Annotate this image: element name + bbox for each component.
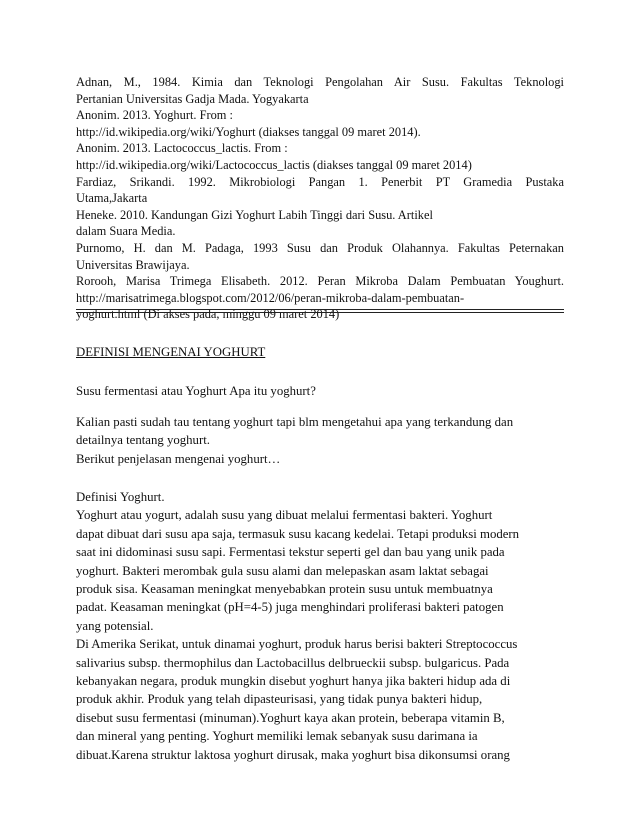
paragraph-line: saat ini didominasi susu sapi. Fermentasi tekstur seperti gel dan bau yang unik pada: [76, 545, 505, 560]
reference-line: Pertanian Universitas Gadja Mada. Yogyakarta: [76, 91, 309, 106]
reference-line: Anonim. 2013. Yoghurt. From :: [76, 108, 233, 123]
paragraph-line: salivarius subsp. thermophilus dan Lactobacillus delbrueckii subsp. bulgaricus. Pada: [76, 655, 510, 670]
reference-line: Anonim. 2013. Lactococcus_lactis. From :: [76, 141, 288, 156]
paragraph-line: disebut susu fermentasi (minuman).Yoghurt kaya akan protein, beberapa vitamin B,: [76, 710, 505, 725]
paragraph-line: detailnya tentang yoghurt.: [76, 433, 210, 448]
paragraph-line: Definisi Yoghurt.: [76, 490, 165, 504]
paragraph-line: Berikut penjelasan mengenai yoghurt…: [76, 451, 281, 466]
paragraph-line: yang potensial.: [76, 618, 154, 633]
paragraph-line: dan mineral yang penting. Yoghurt memiliki lemak sebanyak susu darimana ia: [76, 729, 478, 744]
paragraph-line: dapat dibuat dari susu apa saja, termasuk susu kacang kedelai. Tetapi produksi modern: [76, 526, 520, 541]
paragraph-line: Di Amerika Serikat, untuk dinamai yoghurt, produk harus berisi bakteri Streptococcus: [76, 637, 518, 652]
definition-paragraph: [76, 488, 564, 764]
question-line: [76, 382, 564, 400]
paragraph-line: Yoghurt atau yogurt, adalah susu yang dibuat melalui fermentasi bakteri. Yoghurt: [76, 508, 493, 523]
intro-paragraph: [76, 413, 564, 468]
reference-line: Purnomo, H. dan M. Padaga, 1993 Susu dan Produk Olahannya. Fakultas Peternakan: [76, 240, 564, 255]
reference-line: Rorooh, Marisa Trimega Elisabeth. 2012. Peran Mikroba Dalam Pembuatan Youghurt.: [76, 274, 564, 289]
reference-line: Universitas Brawijaya.: [76, 257, 190, 272]
paragraph-line: dibuat.Karena struktur laktosa yoghurt dirusak, maka yoghurt bisa dikonsumsi orang: [76, 747, 510, 762]
question-text: Susu fermentasi atau Yoghurt Apa itu yoghurt?: [76, 384, 316, 398]
reference-line: Utama,Jakarta: [76, 191, 148, 206]
reference-list: [76, 74, 564, 323]
reference-line: http://id.wikipedia.org/wiki/Lactococcus_lactis (diakses tanggal 09 maret 2014): [76, 157, 472, 172]
paragraph-line: Kalian pasti sudah tau tentang yoghurt tapi blm mengetahui apa yang terkandung dan: [76, 415, 514, 429]
reference-line: http://id.wikipedia.org/wiki/Yoghurt (diakses tanggal 09 maret 2014).: [76, 124, 421, 139]
divider-line-top: [76, 309, 564, 310]
paragraph-line: padat. Keasaman meningkat (pH=4-5) juga menghindari proliferasi bakteri patogen: [76, 600, 504, 615]
reference-line: Heneke. 2010. Kandungan Gizi Yoghurt Labih Tinggi dari Susu. Artikel: [76, 207, 433, 222]
reference-line: Adnan, M., 1984. Kimia dan Teknologi Pengolahan Air Susu. Fakultas Teknologi: [76, 75, 564, 89]
reference-line: Fardiaz, Srikandi. 1992. Mikrobiologi Pangan 1. Penerbit PT Gramedia Pustaka: [76, 174, 564, 189]
reference-line: http://marisatrimega.blogspot.com/2012/06/peran-mikroba-dalam-pembuatan-: [76, 290, 465, 305]
reference-line: dalam Suara Media.: [76, 224, 176, 239]
section-heading: DEFINISI MENGENAI YOGHURT: [76, 345, 266, 359]
paragraph-line: yoghurt. Bakteri merombak gula susu alami dan melepaskan asam laktat sebagai: [76, 563, 489, 578]
paragraph-line: kebanyakan negara, produk mungkin disebut yoghurt hanya jika bakteri hidup ada di: [76, 674, 511, 689]
paragraph-line: produk akhir. Produk yang telah dipasteurisasi, yang tidak punya bakteri hidup,: [76, 692, 483, 707]
paragraph-line: produk sisa. Keasaman meningkat menyebabkan protein susu untuk membuatnya: [76, 582, 493, 597]
reference-line: yoghurt.html (Di akses pada, minggu 09 maret 2014): [76, 307, 340, 322]
divider-line-bottom: [76, 312, 564, 313]
